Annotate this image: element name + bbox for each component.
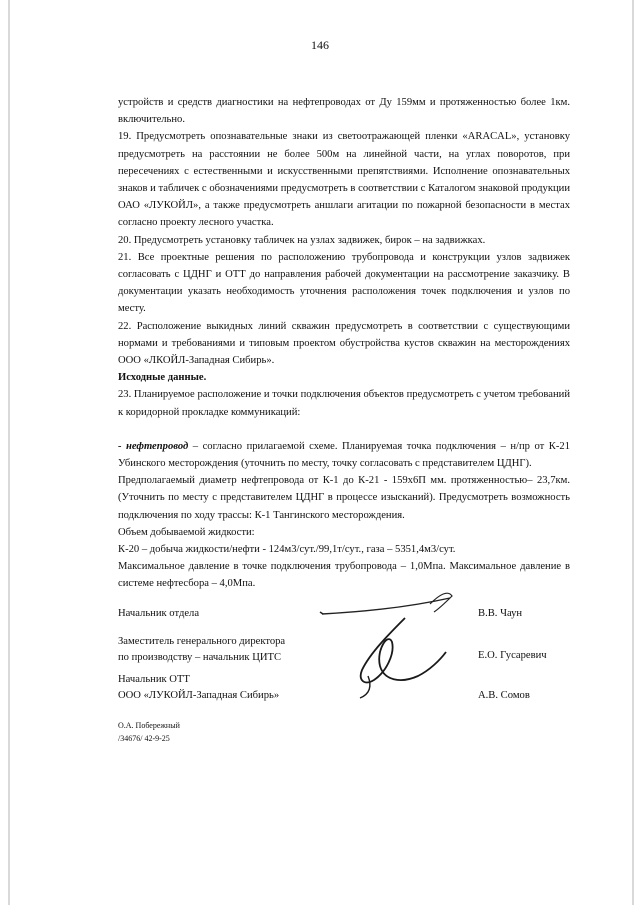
footer-phone: /34676/ 42-9-25 [118,734,170,743]
footer-author: О.А. Побережный [118,721,180,730]
pipeline-text: – согласно прилагаемой схеме. Планируемая точка подключения – н/пр от К-21 Убинского месторождения (уточнить по месту, точку согласовать с представителем ЦДНГ). [118,440,570,470]
paragraph-21: 21. Все проектные решения по расположению трубопровода и конструкции узлов задвижек согласовать с ЦДНГ и ОТТ до направления рабочей документации на рассмотрение заказчику. В документации указать необходимость уточнения расположения точек подключения и узлов по месту. [118,251,570,315]
pipeline-paragraph [118,438,570,472]
pipeline-label: - нефтепровод [118,440,189,452]
pressure-text: Максимальное давление в точке подключения трубопровода – 1,0Мпа. Максимальное давление в системе нефтесбора – 4,0Мпа. [118,561,570,590]
signature-title-1: Начальник отдела [118,608,200,619]
paragraph-22: 22. Расположение выкидных линий скважин предусмотреть в соответствии с существующими нормами и требованиями и типовым проектом обустройства кустов скважин на месторождениях ООО «ЛКОЙЛ-Западная Сибирь». [118,320,570,367]
page-number: 146 [311,38,329,52]
signature-name-1: В.В. Чаун [478,608,523,619]
signature-title-3: Начальник ОТТ ООО «ЛУКОЙЛ-Западная Сибирь» [118,674,280,701]
document-body [118,94,570,593]
pipeline-diameter: Предполагаемый диаметр нефтепровода от К-1 до К-21 - 159х6П мм. протяженностью– 23,7км. (Уточнить по месту с представителем ЦДНГ в процессе изысканий). Предусмотреть возможность подключения по ходу трассы: К-1 Тангинского месторождения. [118,475,570,521]
volume-text: К-20 – добыча жидкости/нефти - 124м3/сут./99,1т/сут., газа – 5351,4м3/сут. [118,544,456,556]
paragraph-23: 23. Планируемое расположение и точки подключения объектов предусмотреть с учетом требований к коридорной прокладке коммуникаций: [118,389,570,418]
signature-title-2: Заместитель генерального директора по производству – начальник ЦИТС [118,636,286,663]
volume-title: Объем добываемой жидкости: [118,526,255,538]
signature-name-3: А.В. Сомов [478,690,530,701]
paragraph-20: 20. Предусмотреть установку табличек на узлах задвижек, бирок – на задвижках. [118,234,486,246]
handwritten-signature [300,588,480,708]
paragraph-19: 19. Предусмотреть опознавательные знаки из светоотражающей пленки «ARACAL», установку предусмотреть на расстоянии не более 500м на линейной части, на углах поворотов, при пересечениях с естественными и искусственными препятствиями. Исполнение опознавательных знаков и табличек с обозначениями предусмотреть в соответствии с Каталогом знаковой продукции ОАО «ЛУКОЙЛ», а также предусмотреть аншлаги агитации по пожарной безопасности в местах согласно проекту лесного участка. [118,131,570,229]
section-heading-initial-data: Исходные данные. [118,372,207,384]
paragraph-18-cont: устройств и средств диагностики на нефтепроводах от Ду 159мм и протяженностью более 1км. включительно. [118,97,570,126]
scan-edge-right [632,0,634,905]
footer [118,719,180,745]
scan-edge-left [8,0,10,905]
signature-name-2: Е.О. Гусаревич [478,650,547,661]
